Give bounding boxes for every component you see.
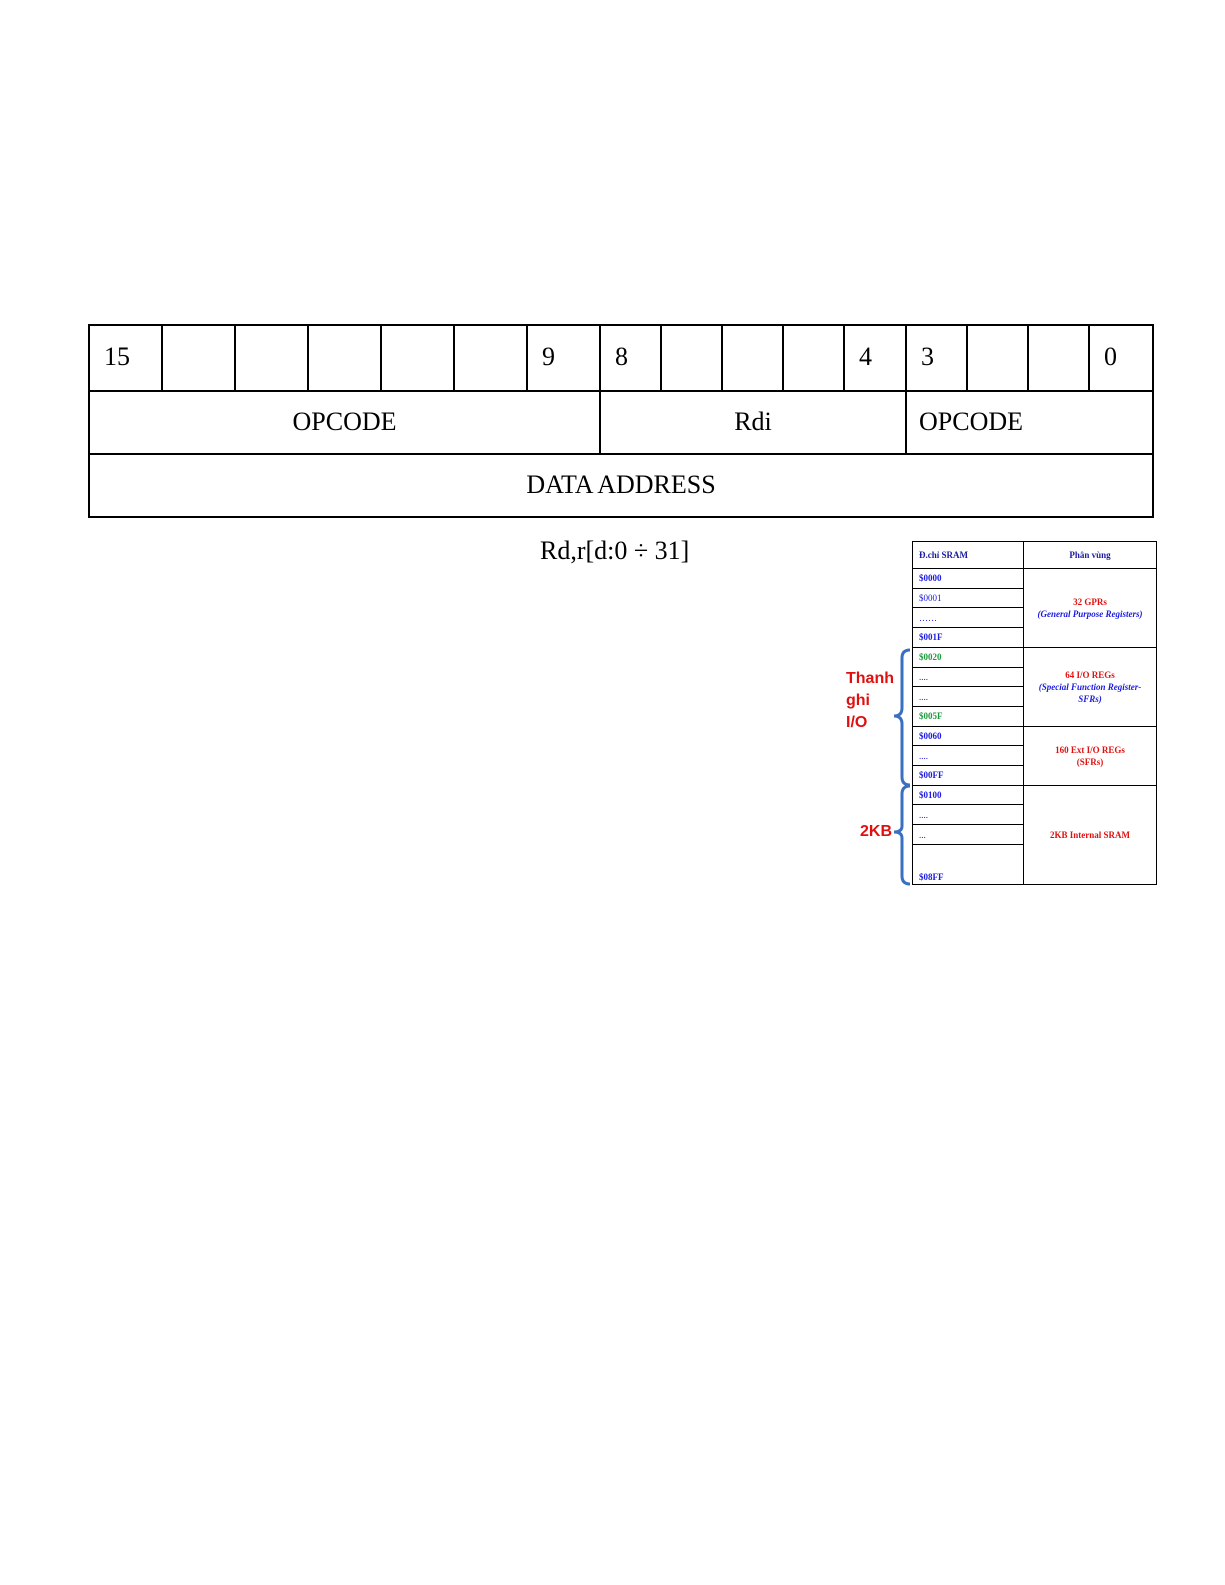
sram-region-header: Phân vùng: [1024, 542, 1157, 569]
bit-cell: [382, 326, 455, 390]
internal-sram-region: [1024, 785, 1157, 884]
bit-cell: [723, 326, 784, 390]
bit-cell: 4: [845, 326, 907, 390]
sram-memory-map: [912, 541, 1157, 885]
sram-address: ....: [913, 687, 1024, 707]
bit-cell: 3: [907, 326, 968, 390]
bit-cell: [236, 326, 309, 390]
instruction-format-table: [88, 324, 1154, 518]
kb-label: 2KB: [860, 823, 893, 840]
rdi-field: Rdi: [601, 390, 907, 453]
bit-cell: [309, 326, 382, 390]
bit-cell: [1029, 326, 1090, 390]
data-address-row: [90, 453, 1152, 516]
bit-cell: 0: [1104, 342, 1117, 371]
sram-address: $0020: [913, 647, 1024, 667]
bit-cell: [968, 326, 1029, 390]
bit-cell: 15: [90, 326, 163, 390]
bit-cell: [784, 326, 845, 390]
io-region-title: 64 I/O REGs: [1065, 669, 1115, 680]
io-register-label: [846, 668, 894, 734]
sram-address: $00FF: [913, 766, 1024, 786]
data-address-field: DATA ADDRESS: [526, 469, 716, 499]
gpr-region: [1024, 569, 1157, 648]
gpr-region-title: 32 GPRs: [1073, 596, 1107, 607]
bit-number-row: [90, 326, 1152, 392]
io-region-desc: (Special Function Register-SFRs): [1038, 681, 1142, 704]
sram-address: ...: [913, 825, 1024, 845]
bit-cell: [662, 326, 723, 390]
io-label-line: I/O: [846, 714, 868, 731]
ext-io-region-title: 160 Ext I/O REGs: [1055, 744, 1125, 755]
io-label-line: Thanh: [846, 670, 894, 687]
ext-io-region: [1024, 726, 1157, 785]
register-range-label: Rd,r[d:0 ÷ 31]: [540, 536, 690, 565]
internal-sram-title: 2KB Internal SRAM: [1049, 829, 1130, 840]
sram-address: $0060: [913, 726, 1024, 746]
sram-address: ....: [913, 805, 1024, 825]
sram-address: $0000: [913, 569, 1024, 589]
field-row: [90, 390, 1152, 455]
sram-address: ....: [913, 667, 1024, 687]
bit-cell: 8: [601, 326, 662, 390]
ext-io-region-desc: (SFRs): [1076, 756, 1104, 767]
sram-address: ....: [913, 746, 1024, 766]
bit-cell: 9: [528, 326, 601, 390]
sram-address-header: Đ.chỉ SRAM: [913, 542, 1024, 569]
sram-address: $005F: [913, 706, 1024, 726]
sram-address: $0001: [913, 588, 1024, 608]
io-region: [1024, 647, 1157, 726]
opcode-field-low: OPCODE: [919, 406, 1024, 436]
sram-address: $0100: [913, 785, 1024, 805]
sram-address: $001F: [913, 628, 1024, 648]
bit-cell: [163, 326, 236, 390]
opcode-field-high: OPCODE: [90, 390, 601, 453]
sram-address: $08FF: [913, 844, 1024, 884]
bit-cell: [455, 326, 528, 390]
kb-brace: [894, 786, 910, 884]
gpr-region-desc: (General Purpose Registers): [1037, 608, 1143, 619]
io-label-line: ghi: [846, 692, 870, 709]
sram-header-row: [913, 542, 1157, 569]
io-brace: [894, 650, 910, 785]
sram-address: ……: [913, 608, 1024, 628]
